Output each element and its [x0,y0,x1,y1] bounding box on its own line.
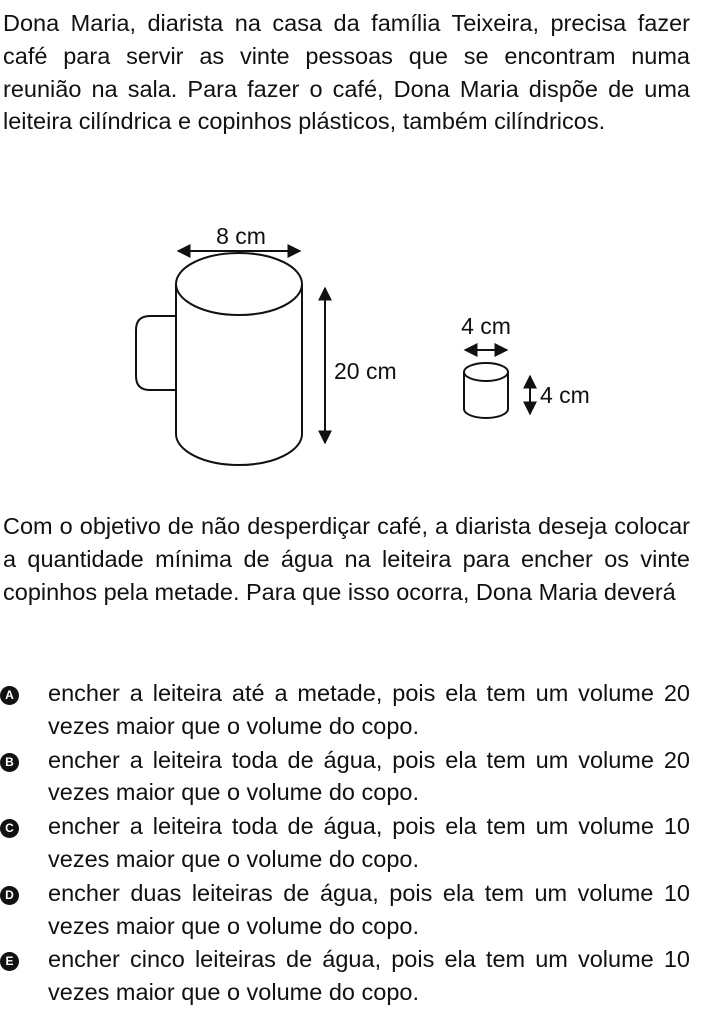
mug-diameter-label: 8 cm [216,223,266,249]
option-a[interactable] [0,677,710,744]
mug-shape [136,253,302,465]
option-b[interactable] [0,744,710,811]
option-e-text: encher cinco leiteiras de água, pois ela tem um volume 10 vezes maior que o volume do copo. [48,946,690,1006]
cylinder-figure [0,210,710,500]
answer-options [0,677,710,1010]
option-c[interactable] [0,810,710,877]
mug-height-label: 20 cm [334,358,397,384]
question-paragraph: Com o objetivo de não desperdiçar café, a diarista deseja colocar a quantidade mínima de água na leiteira para encher os vinte copinhos pela metade. Para que isso ocorra, Dona Maria deverá [3,513,690,605]
option-d-text: encher duas leiteiras de água, pois ela tem um volume 10 vezes maior que o volume do copo. [48,879,690,939]
option-e[interactable] [0,943,710,1010]
cup-height-label: 4 cm [540,382,590,408]
option-a-letter-icon: A [0,686,19,705]
cup-shape [464,363,508,418]
intro-paragraph: Dona Maria, diarista na casa da família Teixeira, precisa fazer café para servir as vinte pessoas que se encontram numa reunião na sala. Para fazer o café, Dona Maria dispõe de uma leiteira cilíndrica e copinhos plásticos, também cilíndricos. [3,10,690,135]
option-d[interactable] [0,877,710,944]
cup-diameter-label: 4 cm [461,313,511,339]
option-c-letter-icon: C [0,819,19,838]
option-b-text: encher a leiteira toda de água, pois ela tem um volume 20 vezes maior que o volume do copo. [48,746,690,806]
option-e-letter-icon: E [0,952,19,971]
option-a-text: encher a leiteira até a metade, pois ela tem um volume 20 vezes maior que o volume do copo. [48,680,690,739]
option-b-letter-icon: B [0,753,19,772]
option-d-letter-icon: D [0,886,19,905]
option-c-text: encher a leiteira toda de água, pois ela tem um volume 10 vezes maior que o volume do copo. [48,813,690,872]
